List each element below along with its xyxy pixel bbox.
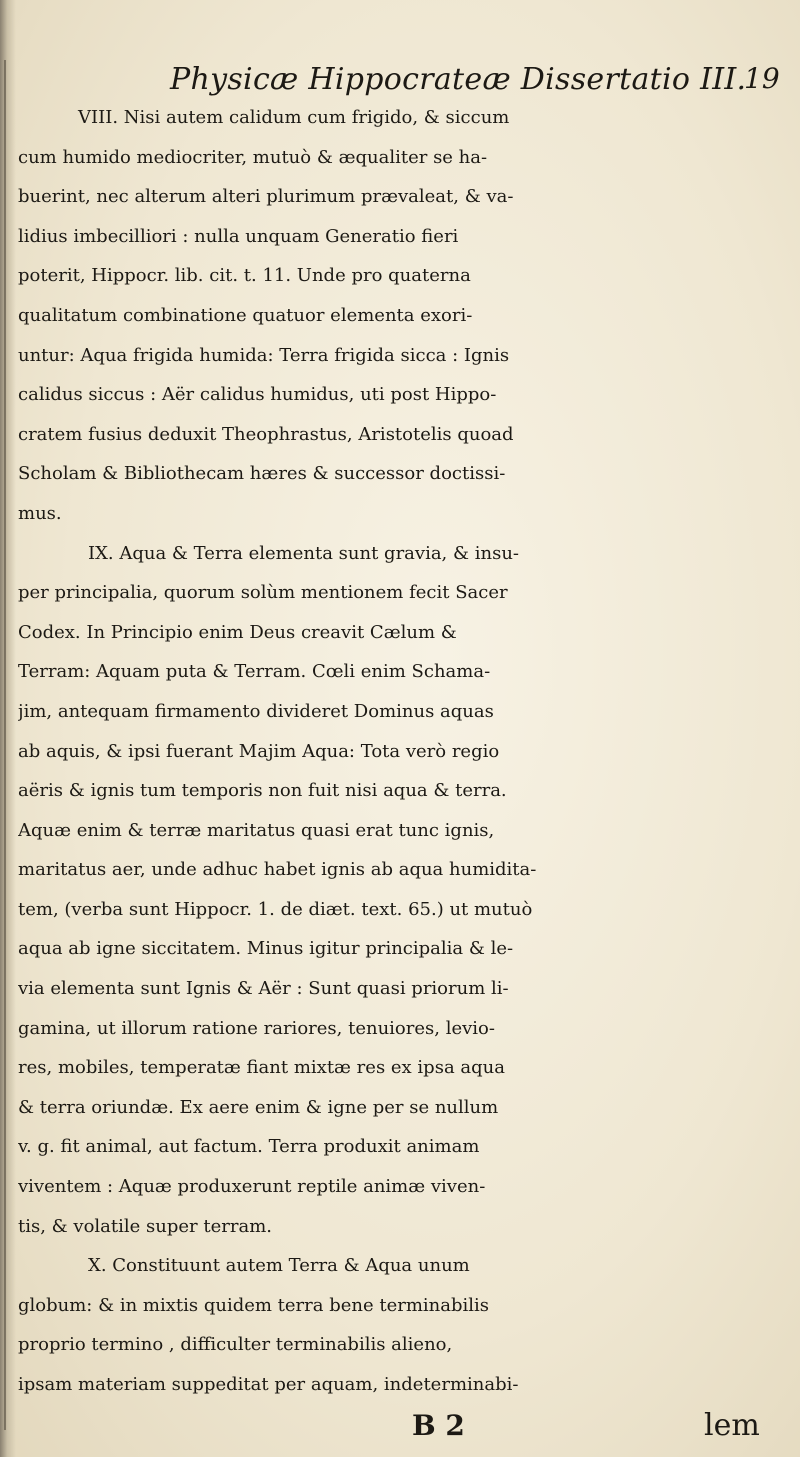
text-line: mus.: [18, 502, 62, 524]
text-line: cratem fusius deduxit Theophrastus, Aristotelis quoad: [18, 423, 514, 445]
text-line: aqua ab igne siccitatem. Minus igitur principalia & le-: [18, 938, 514, 960]
text-line: res, mobiles, temperatæ fiant mixtæ res ex ipsa aqua: [18, 1057, 505, 1079]
text-line: Scholam & Bibliothecam hæres & successor doctissi-: [18, 463, 506, 485]
text-line: ab aquis, & ipsi fuerant Majim Aqua: Tota verò regio: [18, 740, 500, 762]
page-footer: [0, 1404, 800, 1448]
body-text: [18, 98, 798, 1405]
text-line: Terram: Aquam puta & Terram. Cœli enim Schama-: [18, 661, 491, 683]
text-line: tem, (verba sunt Hippocr. 1. de diæt. text. 65.) ut mutuò: [18, 898, 533, 920]
text-line: gamina, ut illorum ratione rariores, tenuiores, levio-: [18, 1017, 495, 1039]
text-line: globum: & in mixtis quidem terra bene terminabilis: [18, 1294, 490, 1316]
signature-mark: B 2: [412, 1409, 465, 1442]
text-line: per principalia, quorum solùm mentionem fecit Sacer: [18, 582, 508, 604]
text-line: poterit, Hippocr. lib. cit. t. 11. Unde pro quaterna: [18, 265, 471, 287]
text-line: aëris & ignis tum temporis non fuit nisi aqua & terra.: [18, 780, 507, 802]
text-line: ipsam materiam suppeditat per aquam, indeterminabi-: [18, 1374, 519, 1395]
text-line: viventem : Aquæ produxerunt reptile animæ viven-: [18, 1176, 486, 1198]
text-line: cum humido mediocriter, mutuò & æqualiter se ha-: [18, 146, 488, 168]
running-head: [0, 38, 800, 98]
text-line: qualitatum combinatione quatuor elementa exori-: [18, 304, 473, 326]
text-line: & terra oriundæ. Ex aere enim & igne per se nullum: [18, 1096, 499, 1118]
text-line: buerint, nec alterum alteri plurimum prævaleat, & va-: [18, 186, 514, 208]
text-line: proprio termino , difficulter terminabilis alieno,: [18, 1334, 453, 1356]
running-head-title: Physicæ Hippocrateæ Dissertatio III.: [170, 62, 747, 97]
catchword: lem: [704, 1408, 760, 1443]
text-line: tis, & volatile super terram.: [18, 1215, 272, 1237]
text-line: v. g. fit animal, aut factum. Terra produxit animam: [18, 1136, 480, 1158]
text-line: calidus siccus : Aër calidus humidus, uti post Hippo-: [18, 384, 497, 406]
binding-fold-line: [4, 60, 6, 1430]
text-line: maritatus aer, unde adhuc habet ignis ab aqua humidita-: [18, 859, 537, 881]
text-line: VIII. Nisi autem calidum cum frigido, & siccum: [78, 107, 510, 128]
page-number: 19: [744, 62, 780, 95]
page-gutter-shadow: [0, 0, 16, 1457]
text-line: lidius imbecilliori : nulla unquam Generatio fieri: [18, 225, 459, 247]
text-line: X. Constituunt autem Terra & Aqua unum: [88, 1255, 470, 1277]
text-line: Codex. In Principio enim Deus creavit Cælum &: [18, 621, 457, 643]
text-line: via elementa sunt Ignis & Aër : Sunt quasi priorum li-: [18, 978, 509, 1000]
text-line: Aquæ enim & terræ maritatus quasi erat tunc ignis,: [18, 819, 495, 841]
text-line: jim, antequam firmamento divideret Dominus aquas: [18, 700, 494, 722]
text-line: untur: Aqua frigida humida: Terra frigida sicca : Ignis: [18, 344, 510, 366]
text-line: IX. Aqua & Terra elementa sunt gravia, & insu-: [88, 542, 520, 564]
